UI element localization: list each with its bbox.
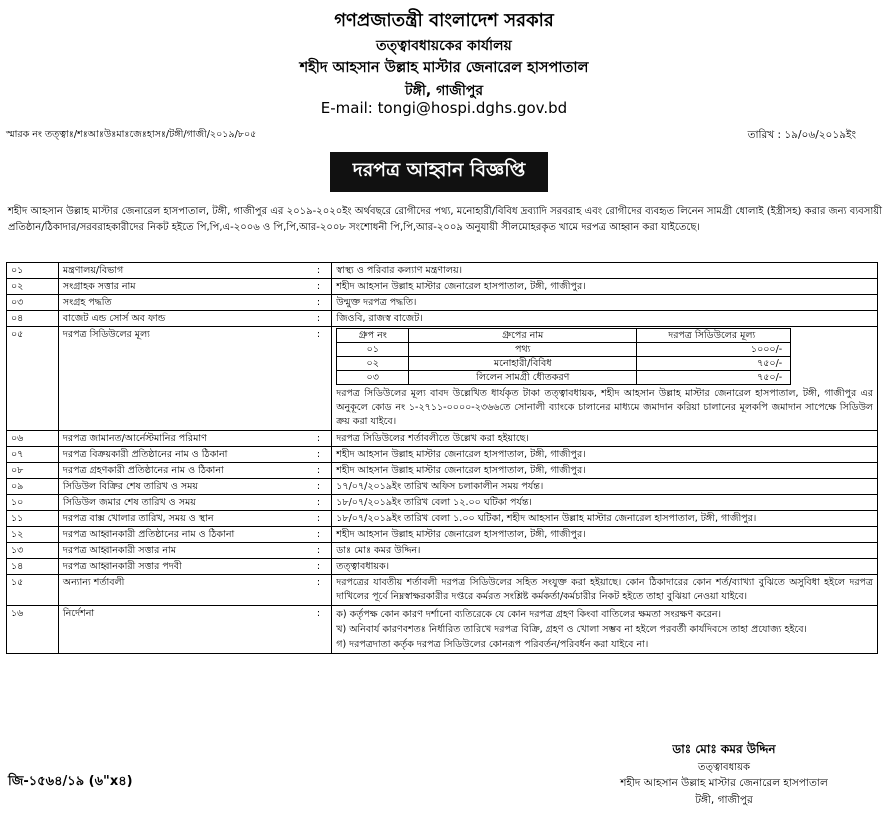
row-value-text: শহীদ আহসান উল্লাহ মাস্টার জেনারেল হাসপাতাল, টঙ্গী, গাজীপুর। (336, 465, 586, 476)
row-number: ০৭ (7, 447, 59, 463)
row-label: সংগ্রহ পদ্ধতি (58, 295, 305, 311)
row-value-text: ১৮/০৭/২০১৯ইং তারিখ বেলা ১.০০ ঘটিকা, শহীদ আহসান উল্লাহ মাস্টার জেনারেল হাসপাতাল, টঙ্গী, গাজীপুর। (336, 513, 757, 524)
row-value (332, 327, 878, 431)
table-row (7, 311, 878, 327)
table-row (7, 463, 878, 479)
row-colon: : (306, 463, 332, 479)
schedule-row (337, 371, 791, 385)
row-number: ১১ (7, 511, 59, 527)
row-number: ০১ (7, 263, 59, 279)
row-colon: : (306, 543, 332, 559)
row-value (332, 575, 878, 606)
row-label: দরপত্র আহ্বানকারী সত্তার নাম (58, 543, 305, 559)
row-number: ০৪ (7, 311, 59, 327)
table-row (7, 327, 878, 431)
row-value-text: ডাঃ মোঃ কমর উদ্দিন। (336, 545, 421, 556)
schedule-header-row (337, 329, 791, 343)
table-row (7, 479, 878, 495)
row-colon: : (306, 447, 332, 463)
signatory-location: টঙ্গী, গাজীপুর (695, 794, 753, 806)
office-title: তত্ত্বাবধায়কের কার্যালয় (376, 38, 512, 54)
row-value-text: শহীদ আহসান উল্লাহ মাস্টার জেনারেল হাসপাতাল, টঙ্গী, গাজীপুর। (336, 449, 586, 460)
row-value-text: ১৮/০৭/২০১৯ইং তারিখ বেলা ১২.০০ ঘটিকা পর্যন্ত। (336, 497, 532, 508)
table-row (7, 295, 878, 311)
schedule-header-cell: দরপত্র সিডিউলের মূল্য (637, 329, 791, 343)
row-value (332, 431, 878, 447)
row-value-text: শহীদ আহসান উল্লাহ মাস্টার জেনারেল হাসপাতাল, টঙ্গী, গাজীপুর। (336, 281, 586, 292)
row-value (332, 279, 878, 295)
row-number: ০৮ (7, 463, 59, 479)
table-row (7, 527, 878, 543)
row-number: ১৩ (7, 543, 59, 559)
directive-item: খ) অনিবার্য কারণবশতঃ নির্ধারিত তারিখে দরপত্র বিক্রি, গ্রহণ ও খোলা সম্ভব না হইলে পরবর্তী কার্যদিবসে তাহা প্রযোজ্য হইবে। (336, 624, 807, 635)
row-colon: : (306, 295, 332, 311)
row-value (332, 511, 878, 527)
directive-item: গ) দরপত্রদাতা কর্তৃক দরপত্র সিডিউলের কোনরূপ পরিবর্তন/পরিবর্ধন করা যাইবে না। (336, 639, 649, 650)
row-colon: : (306, 527, 332, 543)
schedule-row (337, 343, 791, 357)
row-colon: : (306, 327, 332, 431)
row-number: ১০ (7, 495, 59, 511)
schedule-group: ০৩ (337, 371, 409, 385)
memo-reference: স্মারক নং তত্ত্বাঃ/শঃআঃউঃমাঃজেঃহাসঃ/টঙ্গী/গাজী/২০১৯/৮০৫ (6, 129, 257, 140)
row-label: সিডিউল জমার শেষ তারিখ ও সময় (58, 495, 305, 511)
row-value (332, 311, 878, 327)
row-colon: : (306, 431, 332, 447)
row-number: ০৩ (7, 295, 59, 311)
row-value (332, 263, 878, 279)
schedule-header-cell: গ্রুপ নং (337, 329, 409, 343)
schedule-group: ০২ (337, 357, 409, 371)
table-row (7, 606, 878, 654)
row-number: ০৯ (7, 479, 59, 495)
row-label: বাজেট এন্ড সোর্স অব ফান্ড (58, 311, 305, 327)
notice-title: দরপত্র আহ্বান বিজ্ঞপ্তি (330, 152, 548, 192)
signatory-name: ডাঃ মোঃ কমর উদ্দিন (672, 742, 776, 756)
row-value (332, 479, 878, 495)
row-value-text: ১৭/০৭/২০১৯ইং তারিখ অফিস চলাকালীন সময় পর্যন্ত। (336, 481, 544, 492)
table-row (7, 447, 878, 463)
row-colon: : (306, 279, 332, 295)
table-row (7, 431, 878, 447)
row-label: দরপত্র সিডিউলের মূল্য (58, 327, 305, 431)
schedule-price-table (336, 328, 791, 385)
schedule-group: ০১ (337, 343, 409, 357)
row-value-text: স্বাস্থ্য ও পরিবার কল্যাণ মন্ত্রণালয়। (336, 265, 462, 276)
schedule-name: মনোহারী/বিবিধ (409, 357, 637, 371)
table-row (7, 511, 878, 527)
table-row (7, 559, 878, 575)
hospital-location: টঙ্গী, গাজীপুর (404, 83, 484, 99)
table-row (7, 495, 878, 511)
row-number: ১২ (7, 527, 59, 543)
signatory-designation: তত্ত্বাবধায়ক (698, 762, 750, 773)
table-row (7, 575, 878, 606)
row-label: মন্ত্রণালয়/বিভাগ (58, 263, 305, 279)
table-row (7, 279, 878, 295)
row-value (332, 447, 878, 463)
row-value (332, 606, 878, 654)
schedule-row (337, 357, 791, 371)
schedule-price: ১০০০/- (637, 343, 791, 357)
schedule-payment-note: দরপত্র সিডিউলের মূল্য বাবদ উল্লেখিত ধার্যকৃত টাকা তত্ত্বাবধায়ক, শহীদ আহসান উল্লাহ মাস্টার জেনারেল হাসপাতাল, টঙ্গী, গাজীপুর এর অনুকূলে কোড নং ১-২৭১১-০০০০-২৩৬৬তে সোনালী ব্যাংকে চালানের মাধ্যমে জমাদান করিয়া চালানের মূলকপি জমাদান সাপেক্ষে সিডিউল ক্রয় করা যাইবে। (336, 388, 873, 427)
intro-paragraph: শহীদ আহসান উল্লাহ মাস্টার জেনারেল হাসপাতাল, টঙ্গী, গাজীপুর এর ২০১৯-২০২০ইং অর্থবছরে রোগীদের পথ্য, মনোহারী/বিবিধ দ্রব্যাদি সরবরাহ এবং রোগীদের ব্যবহৃত লিনেন সামগ্রী ধোলাই (ইস্ত্রীসহ) করার জন্য ব্যবসায়ী প্রতিষ্ঠান/ঠিকাদার/সরবরাহকারীদের নিকট হইতে পি,পি,এ-২০০৬ ও পি,পি,আর-২০০৮ সংশোধনী পি,পি,আর-২০০৯ অনুযায়ী সীলমোহরকৃত খামে দরপত্র আহ্বান করা যাইতেছে। (8, 206, 882, 233)
row-colon: : (306, 511, 332, 527)
schedule-price: ৭৫০/- (637, 371, 791, 385)
row-colon: : (306, 479, 332, 495)
row-label: দরপত্র জামানত/আর্নেস্টমানির পরিমাণ (58, 431, 305, 447)
row-value-text: জিওবি, রাজস্ব বাজেট। (336, 313, 423, 324)
row-value (332, 559, 878, 575)
row-label: দরপত্র বিক্রয়কারী প্রতিষ্ঠানের নাম ও ঠিকানা (58, 447, 305, 463)
memo-date: তারিখ : ১৯/০৬/২০১৯ইং (747, 129, 856, 141)
schedule-header-cell: গ্রুপের নাম (409, 329, 637, 343)
table-row (7, 543, 878, 559)
row-value (332, 463, 878, 479)
row-colon: : (306, 606, 332, 654)
hospital-email: E-mail: tongi@hospi.dghs.gov.bd (320, 99, 568, 117)
row-value (332, 527, 878, 543)
row-colon: : (306, 311, 332, 327)
row-label: সংগ্রাহক সত্তার নাম (58, 279, 305, 295)
signatory-office: শহীদ আহসান উল্লাহ মাস্টার জেনারেল হাসপাতাল (620, 777, 828, 789)
ad-code: জি-১৫৬৪/১৯ (৬"x৪) (8, 774, 133, 789)
schedule-name: লিলেন সামগ্রী ধৌতকরণ (409, 371, 637, 385)
row-label: নির্দেশনা (58, 606, 305, 654)
row-number: ০৬ (7, 431, 59, 447)
row-label: দরপত্র আহ্বানকারী সত্তার পদবী (58, 559, 305, 575)
row-colon: : (306, 263, 332, 279)
row-colon: : (306, 575, 332, 606)
schedule-price: ৭৫০/- (637, 357, 791, 371)
row-value (332, 495, 878, 511)
row-label: দরপত্র বাক্স খোলার তারিখ, সময় ও স্থান (58, 511, 305, 527)
tender-details-table (6, 262, 878, 654)
hospital-name: শহীদ আহসান উল্লাহ মাস্টার জেনারেল হাসপাতাল (299, 60, 589, 76)
row-number: ১৪ (7, 559, 59, 575)
row-value-text: তত্ত্বাবধায়ক। (336, 561, 390, 572)
row-colon: : (306, 495, 332, 511)
row-value (332, 295, 878, 311)
row-label: সিডিউল বিক্রির শেষ তারিখ ও সময় (58, 479, 305, 495)
row-label: দরপত্র গ্রহণকারী প্রতিষ্ঠানের নাম ও ঠিকানা (58, 463, 305, 479)
schedule-name: পথ্য (409, 343, 637, 357)
row-number: ০২ (7, 279, 59, 295)
row-label: দরপত্র আহ্বানকারী প্রতিষ্ঠানের নাম ও ঠিকানা (58, 527, 305, 543)
row-value-text: দরপত্রের যাবতীয় শর্তাবলী দরপত্র সিডিউলের সহিত সংযুক্ত করা হইয়াছে। কোন ঠিকাদারের কোন শর্ত/ব্যাখ্যা বুঝিতে অসুবিধা হইলে দরপত্র দাখিলের পূর্বে নিম্নস্বাক্ষরকারীর দপ্তরে কর্মরত সংশ্লিষ্ট কর্মকর্তা/কর্মচারীর নিকট হইতে তাহা বুঝিয়া নেওয়া যাইবে। (336, 577, 873, 602)
row-number: ০৫ (7, 327, 59, 431)
directive-item: ক) কর্তৃপক্ষ কোন কারণ দর্শানো ব্যতিরেকে যে কোন দরপত্র গ্রহণ কিংবা বাতিলের ক্ষমতা সংরক্ষণ করেন। (336, 609, 721, 620)
government-title: গণপ্রজাতন্ত্রী বাংলাদেশ সরকার (334, 10, 554, 31)
row-number: ১৫ (7, 575, 59, 606)
row-number: ১৬ (7, 606, 59, 654)
row-colon: : (306, 559, 332, 575)
row-value-text: উন্মুক্ত দরপত্র পদ্ধতি। (336, 297, 417, 308)
table-row (7, 263, 878, 279)
row-value-text: শহীদ আহসান উল্লাহ মাস্টার জেনারেল হাসপাতাল, টঙ্গী, গাজীপুর। (336, 529, 586, 540)
row-value-text: দরপত্র সিডিউলের শর্তাবলীতে উল্লেখ করা হইয়াছে। (336, 433, 529, 444)
row-value (332, 543, 878, 559)
row-label: অন্যান্য শর্তাবলী (58, 575, 305, 606)
